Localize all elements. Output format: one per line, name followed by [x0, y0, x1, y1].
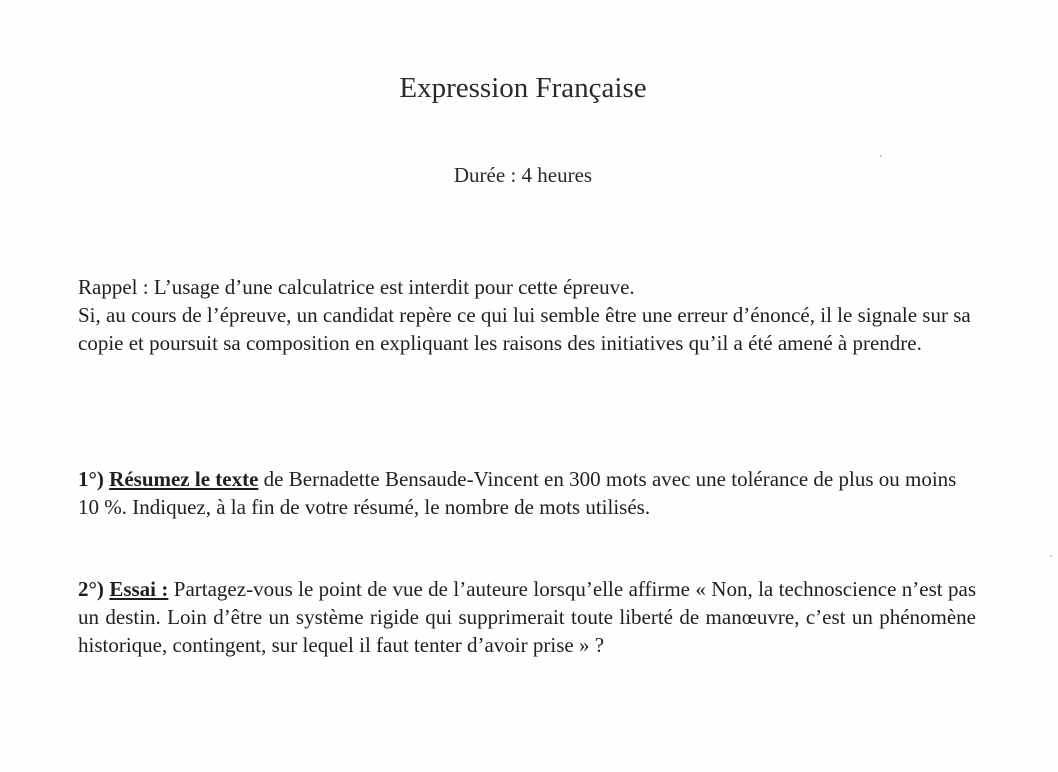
- rappel-section: [78, 273, 976, 357]
- question-1-text: de Bernadette Bensaude-Vincent en 300 mots avec une tolérance de plus ou moins 10 %. Indiquez, à la fin de votre résumé, le nombre de mots utilisés.: [78, 467, 957, 519]
- rappel-line-2: Si, au cours de l’épreuve, un candidat repère ce qui lui semble être une erreur d’énoncé, il le signale sur sa copie et poursuit sa composition en expliquant les raisons des initiatives qu’il a été amené à prendre.: [78, 303, 971, 355]
- question-1: [78, 465, 976, 521]
- question-2-text: Partagez-vous le point de vue de l’auteure lorsqu’elle affirme « Non, la technoscience n’est pas un destin. Loin d’être un système rigide qui supprimerait toute liberté de manœuvre, c’est un phénomène historique, contingent, sur lequel il faut tenter d’avoir prise » ?: [78, 577, 977, 657]
- scan-speck: [880, 155, 882, 157]
- rappel-line-1: Rappel : L’usage d’une calculatrice est interdit pour cette épreuve.: [78, 275, 635, 299]
- question-2-label: Essai :: [109, 577, 169, 601]
- scan-speck: [1050, 555, 1052, 557]
- question-1-label: Résumez le texte: [109, 467, 259, 491]
- exam-duration: Durée : 4 heures: [453, 163, 593, 187]
- question-2-number: 2°): [78, 577, 104, 601]
- exam-title: Expression Française: [399, 72, 647, 104]
- question-1-number: 1°): [78, 467, 104, 491]
- question-2: [78, 575, 976, 659]
